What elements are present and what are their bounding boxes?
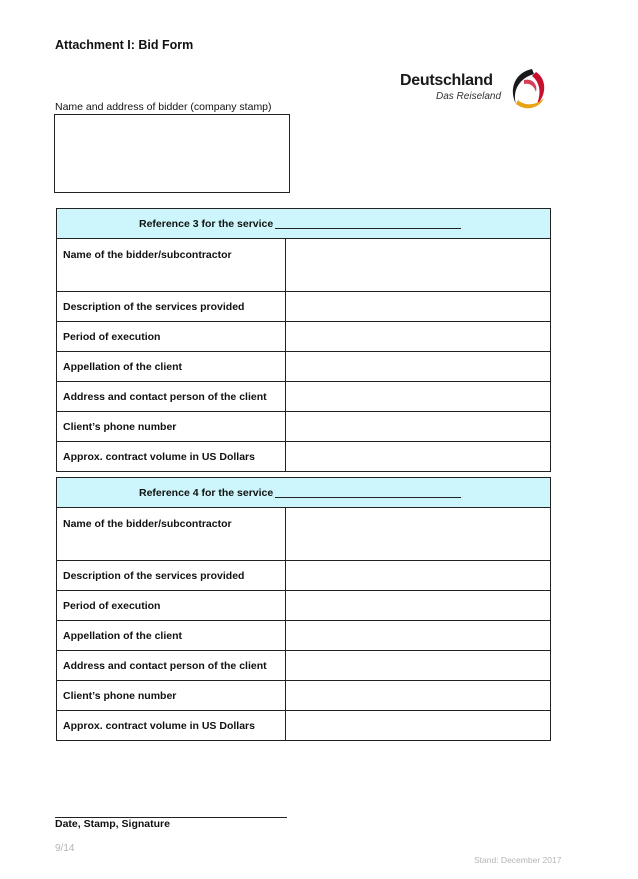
logo-tagline: Das Reiseland: [436, 91, 502, 102]
reference-3-table: [56, 208, 551, 472]
row-label: Period of execution: [57, 322, 286, 352]
stand-date: Stand: December 2017: [474, 855, 562, 865]
row-value-field[interactable]: [286, 382, 551, 412]
table-heading: Reference 3 for the service: [139, 217, 274, 230]
row-value-field[interactable]: [286, 292, 551, 322]
table-header: [57, 478, 551, 508]
row-label: Period of execution: [57, 591, 286, 621]
logo-wordmark: Deutschland: [400, 72, 493, 89]
row-label: Address and contact person of the client: [57, 382, 286, 412]
row-label: Approx. contract volume in US Dollars: [57, 442, 286, 472]
logo-swirl-icon: [502, 66, 548, 112]
page-number: 9/14: [55, 843, 75, 854]
row-label: Description of the services provided: [57, 561, 286, 591]
company-stamp-field[interactable]: [54, 114, 290, 193]
table-heading: Reference 4 for the service: [139, 486, 274, 499]
row-value-field[interactable]: [286, 239, 551, 292]
row-label: Appellation of the client: [57, 621, 286, 651]
row-label: Approx. contract volume in US Dollars: [57, 711, 286, 741]
row-label: Name of the bidder/subcontractor: [57, 508, 286, 561]
row-value-field[interactable]: [286, 352, 551, 382]
row-value-field[interactable]: [286, 651, 551, 681]
row-value-field[interactable]: [286, 591, 551, 621]
row-value-field[interactable]: [286, 621, 551, 651]
service-blank-line[interactable]: [275, 497, 461, 498]
service-blank-line[interactable]: [275, 228, 461, 229]
deutschland-logo: [398, 66, 550, 114]
row-value-field[interactable]: [286, 561, 551, 591]
row-value-field[interactable]: [286, 508, 551, 561]
row-value-field[interactable]: [286, 322, 551, 352]
row-label: Client’s phone number: [57, 681, 286, 711]
row-value-field[interactable]: [286, 412, 551, 442]
signature-label: Date, Stamp, Signature: [55, 818, 170, 830]
page-title: Attachment I: Bid Form: [55, 38, 194, 52]
row-label: Client’s phone number: [57, 412, 286, 442]
stamp-label: Name and address of bidder (company stamp): [55, 101, 272, 113]
row-label: Address and contact person of the client: [57, 651, 286, 681]
row-label: Description of the services provided: [57, 292, 286, 322]
row-value-field[interactable]: [286, 711, 551, 741]
row-value-field[interactable]: [286, 681, 551, 711]
row-label: Appellation of the client: [57, 352, 286, 382]
row-label: Name of the bidder/subcontractor: [57, 239, 286, 292]
row-value-field[interactable]: [286, 442, 551, 472]
table-header: [57, 209, 551, 239]
reference-4-table: [56, 477, 551, 741]
